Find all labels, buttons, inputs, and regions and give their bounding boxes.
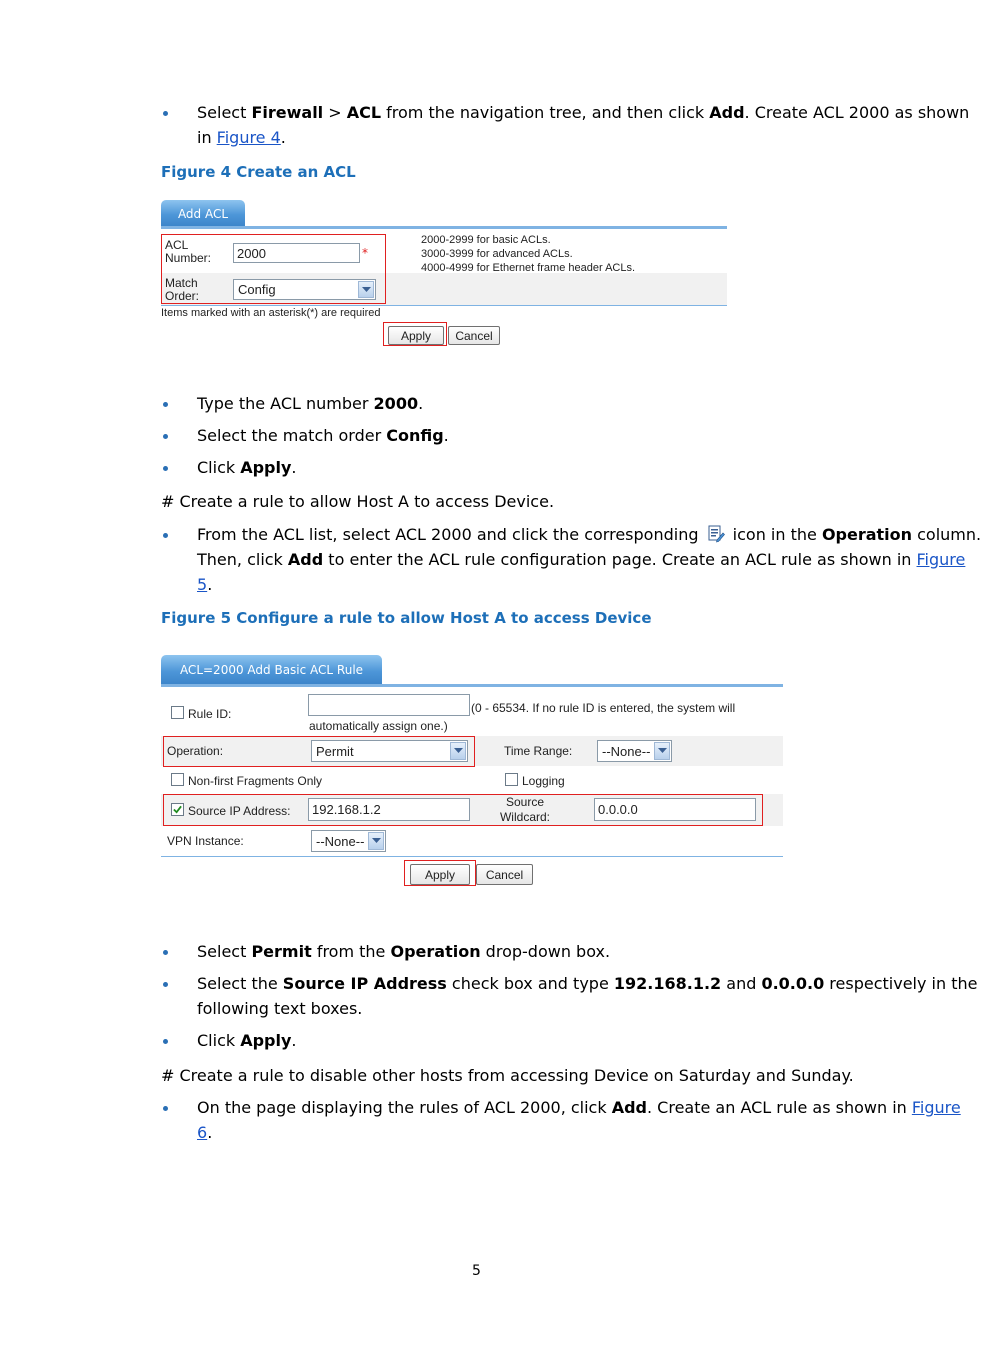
- required-asterisk: *: [362, 246, 368, 260]
- text: Type the ACL number: [197, 394, 374, 413]
- text: Click: [197, 1031, 241, 1050]
- nonfirst-fragments-checkbox[interactable]: [171, 773, 184, 786]
- cancel-button[interactable]: Cancel: [476, 864, 533, 885]
- figure6-link-num[interactable]: 6: [197, 1123, 208, 1142]
- bullet-b-2-line2: following text boxes.: [197, 999, 363, 1018]
- bullet: [163, 434, 168, 439]
- rule-id-hint-1: (0 - 65534. If no rule ID is entered, the system will: [471, 701, 736, 715]
- hint-line: 2000-2999 for basic ACLs.: [421, 234, 551, 246]
- label-line: Source: [505, 795, 545, 809]
- step3-line2: [197, 1120, 212, 1145]
- source-ip-input[interactable]: 192.168.1.2: [308, 798, 470, 821]
- text: and: [721, 974, 762, 993]
- bold: Config: [386, 426, 444, 445]
- hint-line: 4000-4999 for Ethernet frame header ACLs.: [421, 262, 636, 274]
- select-value: --None--: [316, 833, 365, 849]
- bullet-a-1: [197, 391, 423, 416]
- rule-id-hint-2: automatically assign one.): [309, 719, 448, 733]
- text: .: [207, 1123, 213, 1142]
- logging-checkbox[interactable]: [505, 773, 518, 786]
- text: column.: [912, 525, 981, 544]
- figure4-link[interactable]: Figure 4: [216, 128, 281, 147]
- tab-add-basic-acl-rule[interactable]: ACL=2000 Add Basic ACL Rule: [161, 655, 382, 685]
- text: drop-down box.: [480, 942, 611, 961]
- text: From the ACL list, select ACL 2000 and click the corresponding: [197, 525, 704, 544]
- text: in: [197, 128, 217, 147]
- text: .: [291, 1031, 297, 1050]
- label-line: Wildcard:: [499, 810, 550, 824]
- figure5-caption: Figure 5 Configure a rule to allow Host A to access Device: [161, 609, 652, 627]
- text: Select the match order: [197, 426, 387, 445]
- apply-highlight-box: [383, 322, 447, 346]
- select-value: --None--: [602, 743, 651, 759]
- bullet: [163, 402, 168, 407]
- text: .: [280, 128, 286, 147]
- time-range-select[interactable]: [597, 740, 672, 762]
- step1-line2: [197, 125, 286, 150]
- source-ip-label: Source IP Address:: [188, 804, 291, 818]
- bold-acl: ACL: [346, 103, 382, 122]
- acl-number-input[interactable]: 2000: [233, 243, 360, 263]
- bold: Apply: [240, 458, 292, 477]
- rule-id-label: Rule ID:: [188, 707, 232, 721]
- bottom-rule: [161, 305, 727, 306]
- comment-2: # Create a rule to disable other hosts from accessing Device on Saturday and Sunday.: [161, 1066, 854, 1085]
- step3-line1: [197, 1095, 961, 1120]
- bold-add: Add: [709, 103, 745, 122]
- logging-label: Logging: [522, 774, 565, 788]
- bullet-b-1: [197, 939, 610, 964]
- text: from the: [311, 942, 391, 961]
- text: from the navigation tree, and then click: [381, 103, 710, 122]
- bold: Source IP Address: [282, 974, 447, 993]
- bold: 2000: [373, 394, 419, 413]
- text: .: [418, 394, 424, 413]
- bold: 192.168.1.2: [613, 974, 722, 993]
- step1-line1: [197, 100, 969, 125]
- operation-highlight-box: [163, 736, 475, 767]
- edit-icon: [707, 525, 725, 543]
- text: .: [443, 426, 449, 445]
- chevron-down-icon: [368, 832, 384, 850]
- text: >: [323, 103, 347, 122]
- tab-underline: [161, 684, 783, 687]
- step2-line3: [197, 572, 212, 597]
- hint-line: 3000-3999 for advanced ACLs.: [421, 248, 573, 260]
- step2-line1: [197, 522, 981, 547]
- figure5-link-num[interactable]: 5: [197, 575, 208, 594]
- bullet: [163, 1039, 168, 1044]
- apply-highlight-box: [404, 860, 476, 886]
- acl-number-hint: [421, 233, 635, 275]
- bold-firewall: Firewall: [251, 103, 324, 122]
- text: Select: [197, 103, 252, 122]
- bullet: [163, 111, 168, 116]
- bold: Operation: [390, 942, 481, 961]
- rule-id-input[interactable]: [308, 694, 470, 716]
- text: Click: [197, 458, 241, 477]
- chevron-down-icon: [654, 742, 670, 760]
- text: Select: [197, 942, 252, 961]
- text: icon in the: [727, 525, 822, 544]
- text: check box and type: [446, 974, 614, 993]
- text: . Create ACL 2000 as shown: [744, 103, 970, 122]
- source-wildcard-input[interactable]: 0.0.0.0: [594, 798, 756, 821]
- operation-label: Operation:: [167, 744, 224, 758]
- comment-1: # Create a rule to allow Host A to access Device.: [161, 492, 555, 511]
- select-value: Permit: [316, 743, 354, 759]
- bullet-a-2: [197, 423, 449, 448]
- apply-button[interactable]: Apply: [410, 864, 470, 885]
- step2-line2: [197, 547, 965, 572]
- figure4-caption: Figure 4 Create an ACL: [161, 163, 356, 181]
- apply-button[interactable]: Apply: [388, 326, 444, 345]
- text: On the page displaying the rules of ACL 2000, click: [197, 1098, 612, 1117]
- bold: Operation: [821, 525, 913, 544]
- text: Then, click: [197, 550, 288, 569]
- bullet-b-3: [197, 1028, 297, 1053]
- text: .: [291, 458, 297, 477]
- text: to enter the ACL rule configuration page. Create an ACL rule as shown in: [323, 550, 917, 569]
- required-note: Items marked with an asterisk(*) are required: [161, 307, 381, 319]
- text: respectively in the: [824, 974, 978, 993]
- bottom-rule: [161, 856, 783, 857]
- source-highlight-box: [163, 794, 763, 826]
- bold: Add: [611, 1098, 647, 1117]
- bold: 0.0.0.0: [761, 974, 825, 993]
- label-line: Match: [165, 276, 198, 290]
- text: .: [207, 575, 213, 594]
- figure6-link[interactable]: Figure: [911, 1098, 961, 1117]
- rule-id-checkbox[interactable]: [171, 706, 184, 719]
- time-range-label: Time Range:: [504, 744, 573, 758]
- text: Select the: [197, 974, 283, 993]
- bullet: [163, 466, 168, 471]
- highlight-box: [161, 234, 386, 304]
- label-line: ACL: [165, 238, 189, 252]
- bold: Add: [287, 550, 324, 569]
- label-line: Order:: [165, 289, 200, 303]
- nonfirst-fragments-label: Non-first Fragments Only: [188, 774, 323, 788]
- bullet-b-2: [197, 971, 977, 996]
- bullet: [163, 1106, 168, 1111]
- figure5-link[interactable]: Figure: [916, 550, 966, 569]
- page-number: 5: [472, 1263, 481, 1279]
- label-line: Number:: [165, 251, 212, 265]
- vpn-instance-select[interactable]: [311, 830, 386, 852]
- vpn-instance-label: VPN Instance:: [167, 834, 244, 848]
- bold: Permit: [251, 942, 312, 961]
- tab-underline: [161, 226, 727, 229]
- bullet: [163, 982, 168, 987]
- bullet: [163, 950, 168, 955]
- text: . Create an ACL rule as shown in: [647, 1098, 912, 1117]
- select-value: Config: [238, 282, 276, 297]
- bullet: [163, 533, 168, 538]
- bold: Apply: [240, 1031, 292, 1050]
- bullet-a-3: [197, 455, 297, 480]
- cancel-button[interactable]: Cancel: [448, 326, 500, 345]
- tab-add-acl[interactable]: Add ACL: [161, 200, 245, 227]
